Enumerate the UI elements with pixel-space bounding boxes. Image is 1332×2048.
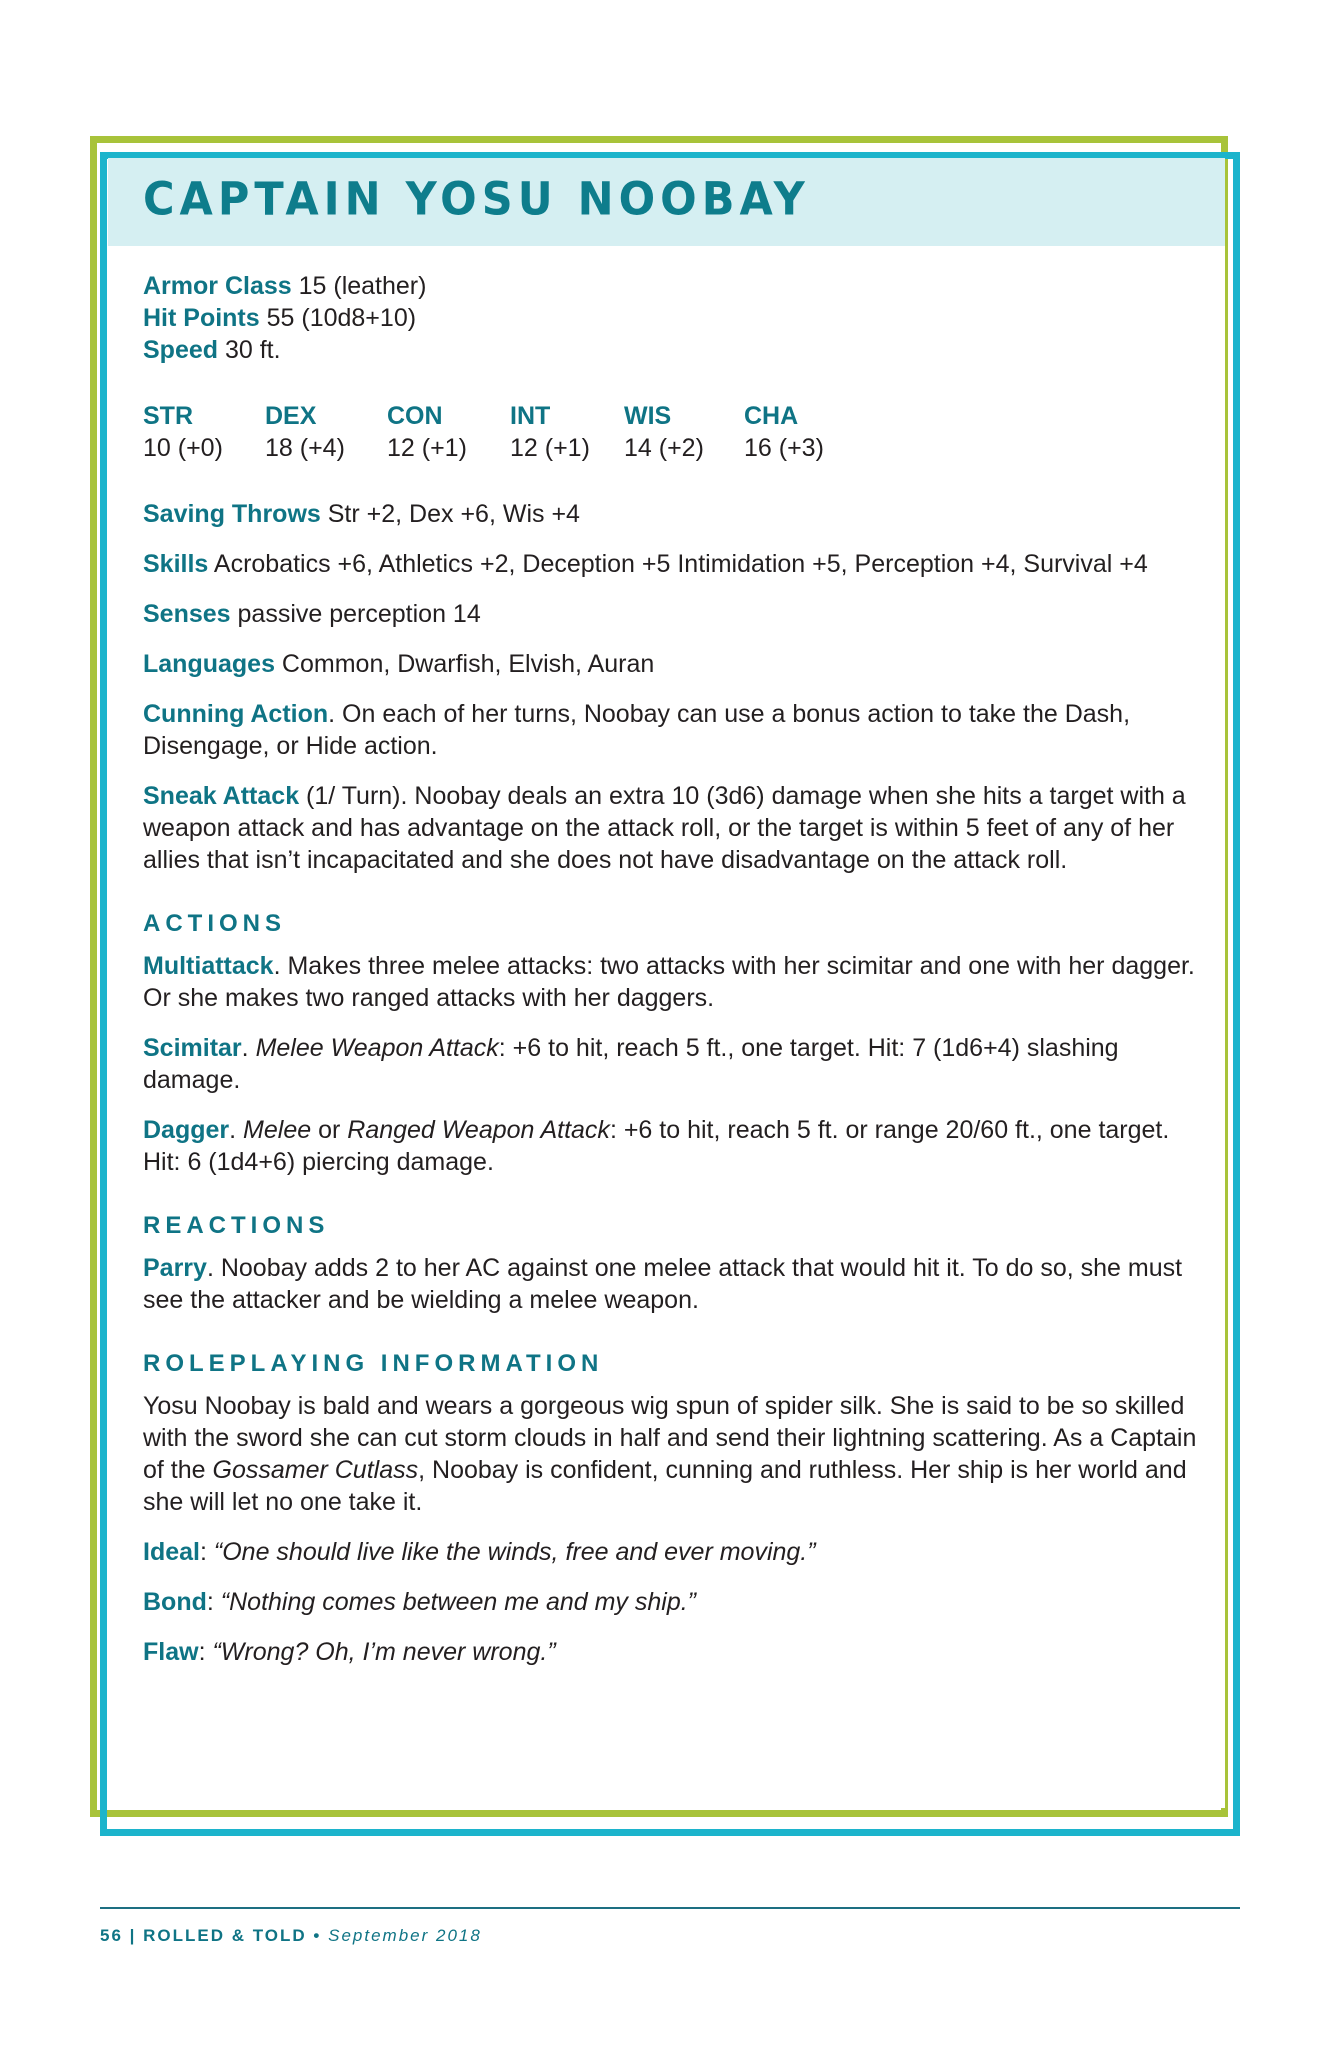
page-footer	[100, 1926, 482, 1946]
ability-wis	[624, 400, 744, 464]
dagger-attack-type-ranged: Ranged Weapon Attack	[347, 1116, 610, 1144]
page-number: 56	[100, 1926, 123, 1945]
languages	[143, 648, 1213, 680]
ability-name: STR	[143, 402, 193, 430]
parry-label: Parry	[143, 1254, 207, 1282]
ability-name: DEX	[265, 402, 317, 430]
footer-rule	[100, 1907, 1240, 1909]
ideal	[143, 1536, 1213, 1568]
ship-name: Gossamer Cutlass	[212, 1456, 419, 1484]
ability-score: 18 (+4)	[265, 434, 345, 462]
ability-score: 16 (+3)	[744, 434, 824, 462]
magazine-name: ROLLED & TOLD	[143, 1926, 307, 1945]
saving-throws-label: Saving Throws	[143, 500, 321, 528]
ability-score: 10 (+0)	[143, 434, 223, 462]
footer-bullet: •	[306, 1926, 329, 1945]
ability-score: 14 (+2)	[624, 434, 704, 462]
scimitar-attack-type: Melee Weapon Attack	[255, 1034, 499, 1062]
multiattack	[143, 950, 1213, 1014]
flaw	[143, 1636, 1213, 1668]
description-part-2: , Noobay is confident, cunning and ruthless. Her ship is her world and she will let no one take it.	[143, 1456, 1187, 1516]
speed-value: 30 ft.	[218, 336, 281, 364]
bond-text: “Nothing comes between me and my ship.”	[220, 1588, 697, 1616]
cunning-action-text: . On each of her turns, Noobay can use a bonus action to take the Dash, Disengage, or Hide action.	[143, 700, 1131, 760]
ability-scores	[143, 400, 1213, 464]
ability-int	[510, 400, 624, 464]
ability-name: CHA	[744, 402, 799, 430]
ideal-colon: :	[199, 1538, 214, 1566]
bond-colon: :	[206, 1588, 221, 1616]
dagger-text: : +6 to hit, reach 5 ft. or range 20/60 ft., one target. Hit: 6 (1d4+6) piercing damage.	[143, 1116, 1170, 1176]
armor-class-label: Armor Class	[143, 272, 292, 300]
ability-name: CON	[387, 402, 443, 430]
dagger-label: Dagger	[143, 1116, 230, 1144]
issue-date: September 2018	[328, 1926, 482, 1945]
roleplaying-heading: ROLEPLAYING INFORMATION	[143, 1350, 604, 1377]
flaw-colon: :	[198, 1638, 213, 1666]
senses-value: passive perception 14	[230, 600, 481, 628]
parry	[143, 1252, 1213, 1316]
footer-separator: |	[122, 1926, 144, 1945]
scimitar-text: : +6 to hit, reach 5 ft., one target. Hit: 7 (1d6+4) slashing damage.	[143, 1034, 1119, 1094]
bond	[143, 1586, 1213, 1618]
scimitar-label: Scimitar	[143, 1034, 242, 1062]
senses-label: Senses	[143, 600, 231, 628]
page-title: CAPTAIN YOSU NOOBAY	[143, 173, 810, 227]
sneak-attack-text: (1/ Turn). Noobay deals an extra 10 (3d6) damage when she hits a target with a weapon attack and has advantage on the attack roll, or the target is within 5 feet of any of her allies that isn’t incapacitated and she does not have disadvantage on the attack roll.	[143, 782, 1186, 874]
sneak-attack-label: Sneak Attack	[143, 782, 300, 810]
skills-value: Acrobatics +6, Athletics +2, Deception +5 Intimidation +5, Perception +4, Survival +4	[208, 550, 1148, 578]
flaw-label: Flaw	[143, 1638, 199, 1666]
stat-body	[143, 270, 1213, 1668]
ability-con	[387, 400, 510, 464]
ideal-text: “One should live like the winds, free and ever moving.”	[213, 1538, 816, 1566]
sneak-attack	[143, 780, 1213, 876]
dagger-or: or	[311, 1116, 348, 1144]
cunning-action-label: Cunning Action	[143, 700, 329, 728]
actions-heading: ACTIONS	[143, 910, 286, 937]
saving-throws	[143, 498, 1213, 530]
ability-dex	[265, 400, 387, 464]
scimitar-dot: .	[241, 1034, 256, 1062]
multiattack-text: . Makes three melee attacks: two attacks with her scimitar and one with her dagger. Or she makes two ranged attacks with her daggers.	[143, 952, 1195, 1012]
title-band	[108, 158, 1225, 246]
ability-cha	[744, 400, 864, 464]
languages-value: Common, Dwarfish, Elvish, Auran	[274, 650, 655, 678]
stat-block	[108, 158, 1225, 1808]
ability-score: 12 (+1)	[387, 434, 467, 462]
dagger-attack-type-melee: Melee	[243, 1116, 312, 1144]
languages-label: Languages	[143, 650, 275, 678]
ability-name: WIS	[624, 402, 672, 430]
armor-class	[143, 270, 1213, 302]
saving-throws-value: Str +2, Dex +6, Wis +4	[320, 500, 580, 528]
parry-text: . Noobay adds 2 to her AC against one melee attack that would hit it. To do so, she must see the attacker and be wielding a melee weapon.	[143, 1254, 1183, 1314]
ability-str	[143, 400, 265, 464]
speed	[143, 334, 1213, 366]
flaw-text: “Wrong? Oh, I’m never wrong.”	[212, 1638, 556, 1666]
bond-label: Bond	[143, 1588, 207, 1616]
ability-score: 12 (+1)	[510, 434, 590, 462]
roleplaying-description	[143, 1390, 1213, 1518]
scimitar	[143, 1032, 1213, 1096]
armor-class-value: 15 (leather)	[291, 272, 427, 300]
ability-name: INT	[510, 402, 551, 430]
multiattack-label: Multiattack	[143, 952, 274, 980]
hit-points-label: Hit Points	[143, 304, 260, 332]
cunning-action	[143, 698, 1213, 762]
skills-label: Skills	[143, 550, 209, 578]
hit-points	[143, 302, 1213, 334]
dagger-dot: .	[229, 1116, 244, 1144]
reactions-heading: REACTIONS	[143, 1212, 330, 1239]
hit-points-value: 55 (10d8+10)	[259, 304, 417, 332]
description-part-1: Yosu Noobay is bald and wears a gorgeous wig spun of spider silk. She is said to be so skilled with the sword she can cut storm clouds in half and send their lightning scattering. As a Captain of the	[143, 1392, 1197, 1484]
skills	[143, 548, 1213, 580]
dagger	[143, 1114, 1213, 1178]
speed-label: Speed	[143, 336, 219, 364]
ideal-label: Ideal	[143, 1538, 200, 1566]
senses	[143, 598, 1213, 630]
